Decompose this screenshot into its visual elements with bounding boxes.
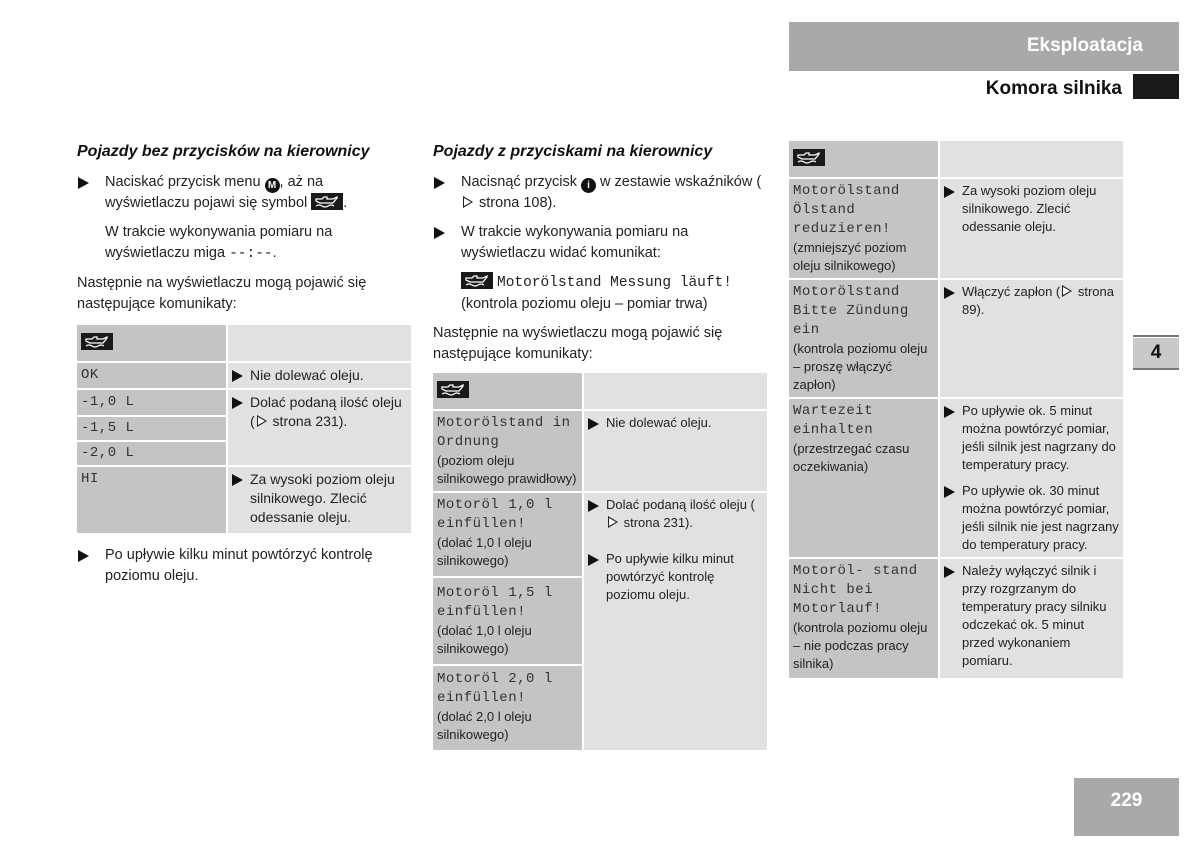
bullet-arrow-icon <box>232 474 243 486</box>
bullet-arrow-icon <box>944 406 955 418</box>
page-number: 229 <box>1074 778 1179 836</box>
chapter-tab: 4 <box>1133 338 1179 368</box>
table-row: Motoröl 1,0 l einfüllen! (dolać 1,0 l oleju silnikowego) Motoröl 1,5 l einfüllen! (dolać 1,0 l oleju silnikowego) Motoröl 2,0 l einfüllen! (dolać 2,0 l oleju silnikowego) Dolać podaną ilość oleju ( strona 231). Po upływie kilku minut powtórzyć kontrolę poziomu oleju. <box>433 491 767 750</box>
instruction-press-menu: Naciskać przycisk menu M , aż na wyświetlaczu pojawi się symbol . <box>77 172 411 214</box>
bullet-arrow-icon <box>944 566 955 578</box>
table-row: -1,0 L -1,5 L -2,0 L Dolać podaną ilość oleju ( strona 231). <box>77 388 411 465</box>
table-header-empty <box>940 141 1123 177</box>
table-row: Motorölstand in Ordnung (poziom oleju silnikowego prawidłowy) Nie dolewać oleju. <box>433 409 767 491</box>
messages-intro: Następnie na wyświetlaczu mogą pojawić się następujące komunikaty: <box>77 275 367 312</box>
bullet-arrow-icon <box>588 418 599 430</box>
table-header-empty <box>584 373 767 409</box>
page-ref-icon <box>257 415 267 427</box>
heading-no-buttons: Pojazdy bez przycisków na kierownicy <box>77 143 370 160</box>
bullet-arrow-icon <box>232 397 243 409</box>
table-row: HI Za wysoki poziom oleju silnikowego. Zlecić odessanie oleju. <box>77 465 411 533</box>
table-row: OK Nie dolewać oleju. <box>77 361 411 388</box>
table-header-icon-cell <box>433 373 584 409</box>
table-header-icon-cell <box>789 141 940 177</box>
table-header-empty <box>228 325 411 361</box>
instruction-measuring: W trakcie wykonywania pomiaru na wyświetlaczu widać komunikat: <box>433 222 767 264</box>
blinking-display: --:-- <box>229 246 273 262</box>
bullet-arrow-icon <box>78 177 89 189</box>
chapter-title: Eksploatacja <box>1026 35 1143 56</box>
table-row: Motorölstand Ölstand reduzieren! (zmniejszyć poziom oleju silnikowego) Za wysoki poziom oleju silnikowego. Zlecić odessanie oleju. <box>789 177 1123 278</box>
bullet-arrow-icon <box>588 500 599 512</box>
bullet-arrow-icon <box>588 554 599 566</box>
table-header-icon-cell <box>77 325 228 361</box>
bullet-arrow-icon <box>78 550 89 562</box>
measuring-note: W trakcie wykonywania pomiaru na wyświetlaczu miga --:--. <box>105 224 333 262</box>
oil-level-icon <box>81 333 113 350</box>
bullet-arrow-icon <box>434 177 445 189</box>
oil-level-icon <box>793 149 825 166</box>
oil-level-icon <box>311 193 343 210</box>
bullet-arrow-icon <box>944 186 955 198</box>
instruction-repeat-check: Po upływie kilku minut powtórzyć kontrolę poziomu oleju. <box>77 545 411 587</box>
measuring-message: Motorölstand Messung läuft! (kontrola poziomu oleju – pomiar trwa) <box>433 272 767 315</box>
page-ref-icon <box>608 516 618 528</box>
column-left <box>77 140 411 595</box>
tab-divider-top <box>1133 335 1179 337</box>
table-row: Motoröl- stand Nicht bei Motorlauf! (kontrola poziomu oleju – nie podczas pracy silnika) Należy wyłączyć silnik i przy rozgrzanym do temperatury pracy silniku odczekać ok. 5 minut przed wykonaniem pomiaru. <box>789 557 1123 678</box>
info-button-icon: i <box>581 178 596 193</box>
instruction-press-info: Nacisnąć przycisk i w zestawie wskaźników ( strona 108). <box>433 172 767 214</box>
bullet-arrow-icon <box>232 370 243 382</box>
section-marker <box>1133 74 1179 99</box>
messages-intro: Następnie na wyświetlaczu mogą pojawić się następujące komunikaty: <box>433 325 723 362</box>
oil-level-icon <box>461 272 493 289</box>
section-title: Komora silnika <box>985 78 1122 99</box>
table-row: Wartezeit einhalten (przestrzegać czasu oczekiwania) Po upływie ok. 5 minut można powtórzyć pomiar, jeśli silnik jest nagrzany do temperatury pracy. Po upływie ok. 30 minut można powtórzyć pomiar, jeśli silnik nie jest nagrzany do temperatury pracy. <box>789 397 1123 557</box>
messages-table-no-buttons <box>77 325 411 533</box>
column-middle <box>433 140 767 750</box>
page-ref-icon <box>1062 285 1072 297</box>
heading-with-buttons: Pojazdy z przyciskami na kierownicy <box>433 143 713 160</box>
page-ref-icon <box>463 196 473 208</box>
column-right <box>789 141 1123 678</box>
tab-divider-bottom <box>1133 368 1179 370</box>
table-row: Motorölstand Bitte Zündung ein (kontrola poziomu oleju – proszę włączyć zapłon) Włączyć zapłon ( strona 89). <box>789 278 1123 397</box>
bullet-arrow-icon <box>944 287 955 299</box>
menu-button-icon: M <box>265 178 280 193</box>
messages-table-with-buttons <box>433 373 767 750</box>
messages-table-continued <box>789 141 1123 678</box>
bullet-arrow-icon <box>944 486 955 498</box>
bullet-arrow-icon <box>434 227 445 239</box>
oil-level-icon <box>437 381 469 398</box>
